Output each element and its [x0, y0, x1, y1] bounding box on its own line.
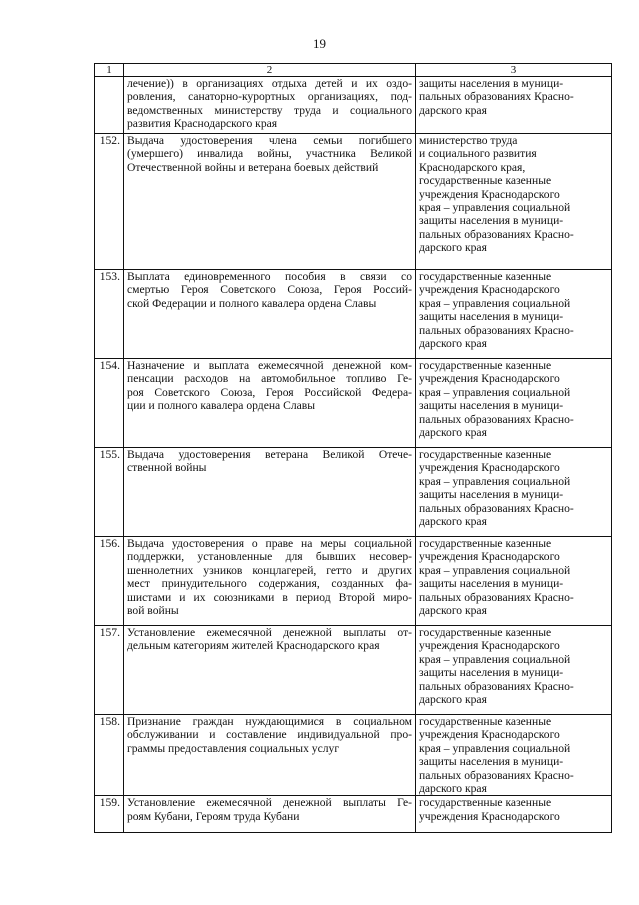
- row-number: 155.: [95, 448, 124, 537]
- authority-line: пальных образованиях Красно-: [419, 227, 574, 241]
- authority-line: края – управления социальной: [419, 563, 571, 577]
- authority-line: учреждения Краснодарского: [419, 187, 560, 201]
- authority-line: защиты населения в муници-: [419, 310, 564, 324]
- description-line: пенсации расходов на автомобильное топливо Ге-: [127, 372, 412, 386]
- service-description: [124, 134, 416, 270]
- service-description: [124, 359, 416, 448]
- description-line: ведомственных министерству труда и социального: [127, 103, 412, 117]
- authority-line: государственные казенные: [419, 796, 552, 810]
- responsible-authority: [416, 359, 612, 448]
- description-line: Выдача удостоверения члена семьи погибшего: [127, 134, 412, 147]
- service-description: [124, 448, 416, 537]
- table-row: [95, 448, 612, 537]
- description-line: (умершего) инвалида войны, участника Великой: [127, 147, 412, 161]
- authority-line: пальных образованиях Красно-: [419, 90, 574, 104]
- row-number: 152.: [95, 134, 124, 270]
- description-line: обслуживании и составление индивидуальной про-: [127, 728, 412, 742]
- service-description: [124, 77, 416, 134]
- description-line: Установление ежемесячной денежной выплаты Ге-: [127, 796, 412, 810]
- authority-line: защиты населения в муници-: [419, 488, 564, 502]
- authority-line: государственные казенные: [419, 359, 552, 372]
- authority-line: пальных образованиях Красно-: [419, 323, 574, 337]
- authority-line: министерство труда: [419, 134, 518, 147]
- description-line: поддержки, установленные для бывших несовер-: [127, 550, 412, 564]
- table-row: [95, 715, 612, 796]
- service-description: [124, 796, 416, 833]
- description-line: граммы предоставления социальных услуг: [127, 741, 340, 755]
- authority-line: защиты населения в муници-: [419, 399, 564, 413]
- authority-line: дарского края: [419, 241, 487, 255]
- table-row: [95, 626, 612, 715]
- service-description: [124, 715, 416, 796]
- row-number: 153.: [95, 270, 124, 359]
- responsible-authority: [416, 77, 612, 134]
- authority-line: дарского края: [419, 693, 487, 707]
- authority-line: Краснодарского края,: [419, 160, 526, 174]
- authority-line: дарского края: [419, 515, 487, 529]
- description-line: Выплата единовременного пособия в связи со: [127, 270, 412, 283]
- description-line: вой войны: [127, 604, 179, 618]
- services-table: [94, 63, 612, 833]
- authority-line: учреждения Краснодарского: [419, 728, 560, 742]
- description-line: Признание граждан нуждающимися в социальном: [127, 715, 412, 728]
- authority-line: защиты населения в муници-: [419, 214, 564, 228]
- row-number: 156.: [95, 537, 124, 626]
- table-row: [95, 796, 612, 833]
- authority-line: учреждения Краснодарского: [419, 461, 560, 475]
- responsible-authority: [416, 448, 612, 537]
- row-number: 158.: [95, 715, 124, 796]
- authority-line: защиты населения в муници-: [419, 666, 564, 680]
- description-line: роям Кубани, Героям труда Кубани: [127, 809, 300, 823]
- description-line: шистами и их союзниками в период Второй миро-: [127, 590, 412, 604]
- authority-line: пальных образованиях Красно-: [419, 768, 574, 782]
- description-line: Выдача удостоверения ветерана Великой Отече-: [127, 448, 412, 461]
- row-number: 159.: [95, 796, 124, 833]
- row-number: 154.: [95, 359, 124, 448]
- authority-line: государственные казенные: [419, 626, 552, 639]
- table-row: [95, 359, 612, 448]
- row-number: 157.: [95, 626, 124, 715]
- authority-line: защиты населения в муници-: [419, 77, 564, 90]
- service-description: [124, 626, 416, 715]
- description-line: Установление ежемесячной денежной выплаты от-: [127, 626, 412, 639]
- responsible-authority: [416, 270, 612, 359]
- authority-line: дарского края: [419, 426, 487, 440]
- table-row: [95, 77, 612, 134]
- responsible-authority: [416, 626, 612, 715]
- authority-line: края – управления социальной: [419, 201, 571, 215]
- authority-line: пальных образованиях Красно-: [419, 590, 574, 604]
- authority-line: дарского края: [419, 103, 487, 117]
- description-line: лечение)) в организациях отдыха детей и их оздо-: [127, 77, 412, 90]
- column-header-service: 2: [124, 64, 416, 77]
- authority-line: учреждения Краснодарского: [419, 809, 560, 823]
- service-description: [124, 537, 416, 626]
- column-header-authority: 3: [416, 64, 612, 77]
- authority-line: государственные казенные: [419, 174, 552, 188]
- authority-line: учреждения Краснодарского: [419, 372, 560, 386]
- description-line: шеннолетних узников концлагерей, гетто и других: [127, 563, 412, 577]
- authority-line: государственные казенные: [419, 537, 552, 550]
- description-line: роя Советского Союза, Героя Российской Федера-: [127, 385, 412, 399]
- authority-line: пальных образованиях Красно-: [419, 412, 574, 426]
- authority-line: края – управления социальной: [419, 474, 571, 488]
- authority-line: края – управления социальной: [419, 741, 571, 755]
- authority-line: края – управления социальной: [419, 652, 571, 666]
- description-line: мест принудительного содержания, созданных фа-: [127, 577, 412, 591]
- authority-line: дарского края: [419, 604, 487, 618]
- responsible-authority: [416, 715, 612, 796]
- authority-line: края – управления социальной: [419, 385, 571, 399]
- authority-line: дарского края: [419, 782, 487, 796]
- authority-line: учреждения Краснодарского: [419, 283, 560, 297]
- authority-line: и социального развития: [419, 147, 537, 161]
- description-line: ственной войны: [127, 461, 207, 475]
- authority-line: учреждения Краснодарского: [419, 639, 560, 653]
- page-number: 19: [313, 36, 326, 51]
- service-description: [124, 270, 416, 359]
- row-number: [95, 77, 124, 134]
- responsible-authority: [416, 537, 612, 626]
- authority-line: государственные казенные: [419, 715, 552, 728]
- table-row: [95, 537, 612, 626]
- authority-line: защиты населения в муници-: [419, 755, 564, 769]
- table-row: [95, 270, 612, 359]
- description-line: ции и полного кавалера ордена Славы: [127, 399, 316, 413]
- authority-line: учреждения Краснодарского: [419, 550, 560, 564]
- description-line: дельным категориям жителей Краснодарского края: [127, 639, 380, 653]
- description-line: смертью Героя Советского Союза, Героя Россий-: [127, 283, 412, 297]
- description-line: ской Федерации и полного кавалера ордена Славы: [127, 296, 377, 310]
- description-line: Назначение и выплата ежемесячной денежной ком-: [127, 359, 412, 372]
- authority-line: дарского края: [419, 337, 487, 351]
- description-line: развития Краснодарского края: [127, 117, 278, 131]
- table-row: [95, 134, 612, 270]
- authority-line: пальных образованиях Красно-: [419, 679, 574, 693]
- authority-line: государственные казенные: [419, 270, 552, 283]
- responsible-authority: [416, 796, 612, 833]
- authority-line: пальных образованиях Красно-: [419, 501, 574, 515]
- description-line: Выдача удостоверения о праве на меры социальной: [127, 537, 412, 550]
- description-line: ровления, санаторно-курортных организациях, под-: [127, 90, 412, 104]
- description-line: Отечественной войны и ветерана боевых действий: [127, 160, 379, 174]
- authority-line: государственные казенные: [419, 448, 552, 461]
- responsible-authority: [416, 134, 612, 270]
- authority-line: защиты населения в муници-: [419, 577, 564, 591]
- table-header-row: [95, 64, 612, 77]
- column-header-number: 1: [95, 64, 124, 77]
- authority-line: края – управления социальной: [419, 296, 571, 310]
